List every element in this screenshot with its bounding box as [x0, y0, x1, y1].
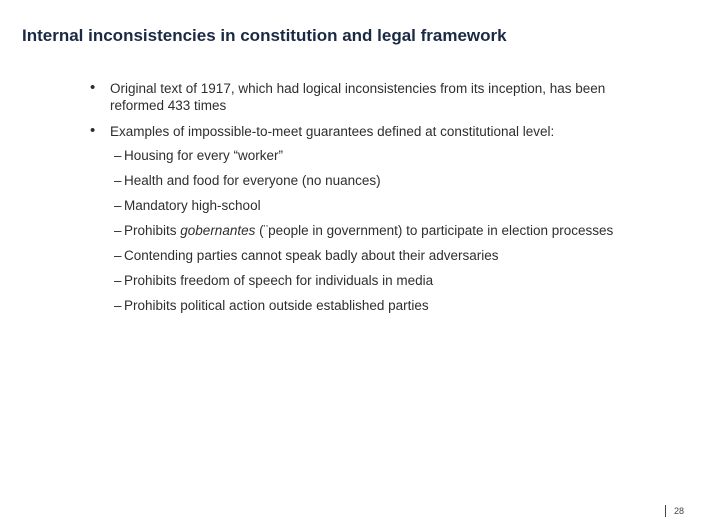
bullet-marker: •: [90, 79, 96, 96]
sub-item: [90, 197, 650, 214]
sub-item: [90, 172, 650, 189]
bullet-text: Examples of impossible-to-meet guarantees defined at constitutional level:: [110, 124, 555, 139]
sub-item: [90, 147, 650, 164]
sub-dash: –: [114, 223, 122, 238]
sub-text: Contending parties cannot speak badly about their adversaries: [124, 248, 499, 263]
sub-text: Health and food for everyone (no nuances): [124, 173, 381, 188]
sub-text: Housing for every “worker”: [124, 148, 284, 163]
sub-dash: –: [114, 198, 122, 213]
sub-text: Prohibits political action outside established parties: [124, 298, 429, 313]
sub-dash: –: [114, 248, 122, 263]
sub-item: [90, 247, 650, 264]
bullet-text: Original text of 1917, which had logical inconsistencies from its inception, has been reformed 433 times: [110, 81, 606, 113]
sub-dash: –: [114, 173, 122, 188]
sub-item: [90, 297, 650, 314]
sub-text: Prohibits freedom of speech for individuals in media: [124, 273, 434, 288]
sub-item: [90, 222, 650, 239]
sub-list: [90, 147, 650, 314]
slide-body: [90, 80, 650, 322]
sub-item: [90, 272, 650, 289]
sub-dash: –: [114, 273, 122, 288]
slide-title: Internal inconsistencies in constitution and legal framework: [22, 26, 507, 45]
sub-dash: –: [114, 298, 122, 313]
sub-text-suffix: (¨people in government) to participate in election processes: [255, 223, 614, 238]
bullet-item: [90, 123, 650, 140]
page-number: 28: [665, 505, 684, 517]
sub-text-emphasis: gobernantes: [180, 223, 256, 238]
sub-text: Mandatory high-school: [124, 198, 261, 213]
sub-text-prefix: Prohibits: [124, 223, 181, 238]
sub-dash: –: [114, 148, 122, 163]
bullet-item: [90, 80, 650, 114]
bullet-marker: •: [90, 122, 96, 139]
